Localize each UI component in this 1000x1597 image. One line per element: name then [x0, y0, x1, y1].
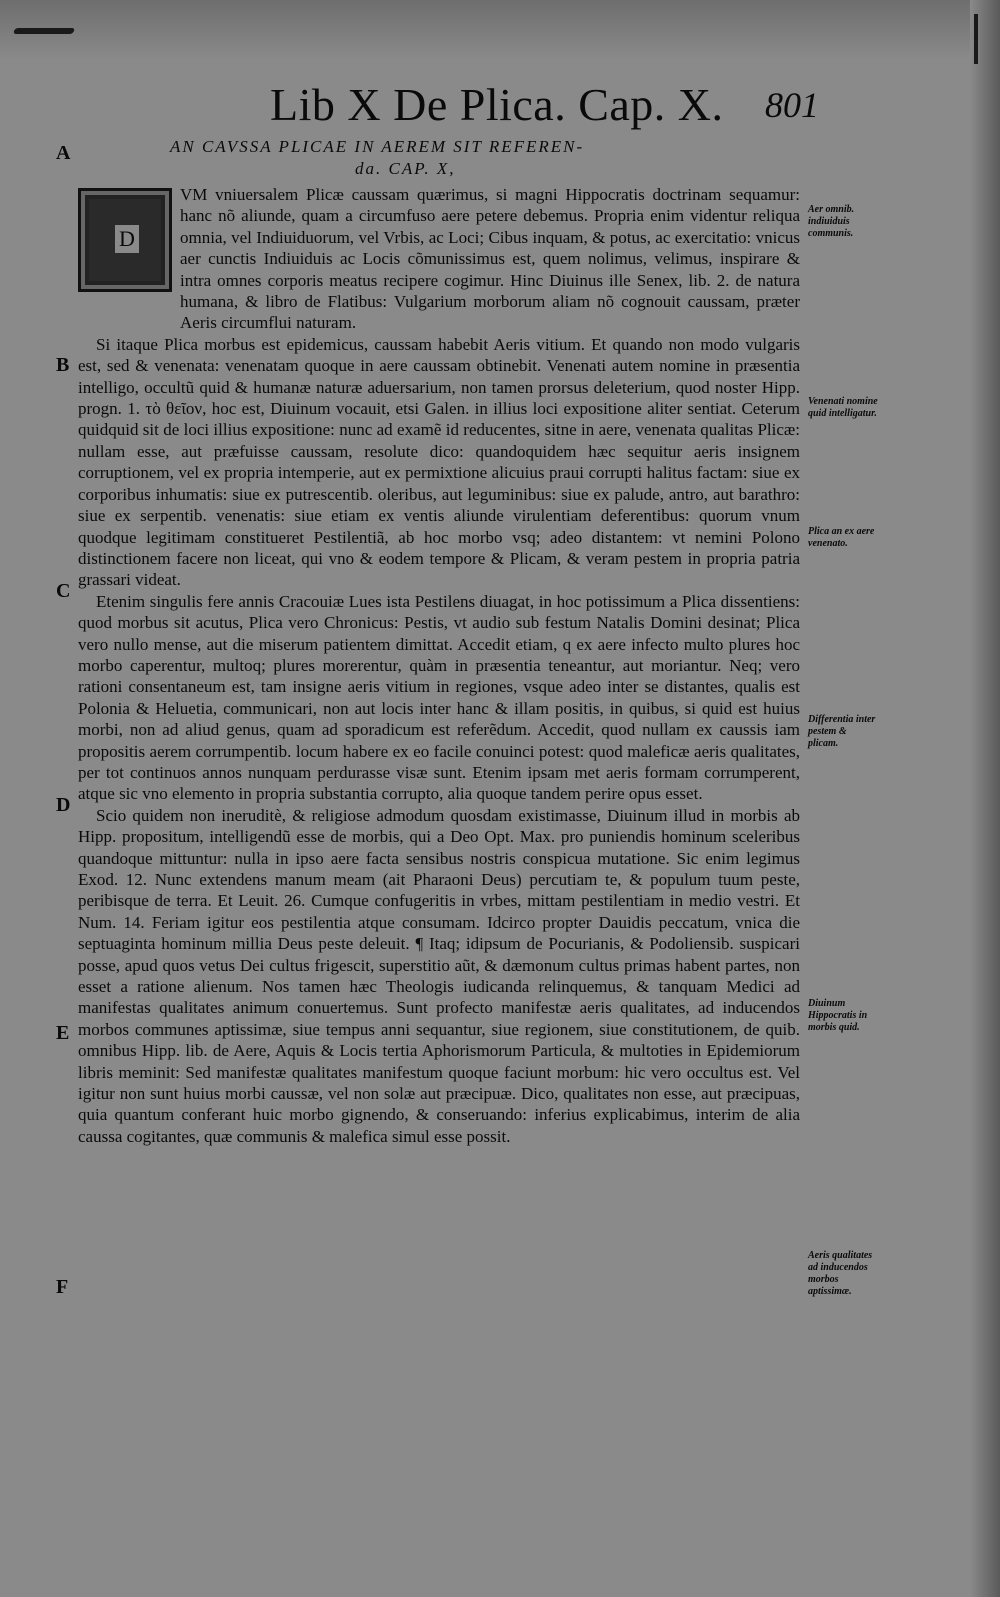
- section-letter-b: B: [56, 354, 70, 376]
- paragraph-1-lead: VM vniuersalem Plicæ caussam quærimus, si magni Hippocratis doctrinam sequamur: hanc nõ aliunde, quam a circumfuso aere petere debemus. Propria enim videntur reliqua omnia, vel Indiuiduorum, vel Vrbis, ac Loci; Cibus inquam, & potus, ac exercitatio: vnicus aer cunctis Indiuiduis ac Locis cõmunissimus est, quem nolimus, velimus, inspirare & intra omnes: [180, 185, 800, 290]
- paragraph-4: Scio quidem non ineruditè, & religiose admodum quosdam existimasse, Diuinum illud in morbis ab Hipp. propositum, intelligendũ esse de morbis, qui a Deo Opt. Max. pro puniendis hominum sceleribus quandoque mittuntur: nulla in ipso aere facta sensibus nostris conspicua mutatione. Sic enim legimus Exod. 12. Nunc extendens manum meam (ait Pharaoni Deus) percutiam te, & populum tuum peste, peribisque de terra. Et Leuit. 26. Cumque confugeritis in vrbes, mittam pestilentiam in medio vestri. Et Num. 14. Feriam igitur eos pestilentia atque consumam. Idcirco propter Dauidis peccatum, vnica die septuaginta hominum millia Deus peste deleuit. ¶ Itaq; idipsum de Pocurianis, & Podoliensib. suspicari posse, apud quos vetus Dei cultus frigescit, superstitio aũt, & dæmonum cultus primas habent partes, non esset a ratione alienum. Nos tamen hæc Theologis iudicanda relinquemus, & tanquam Medici ad manifestas qualitates animum conuertemus. Sunt profecto manifestæ aeris qualitates, ad inducendos morbos communes aptissimæ, siue tempus anni sequantur, siue regionem, siue constitutionem, de quib. omnibus Hipp. lib. de Aere, Aquis & Locis tertia Aphorismorum Particula, & multoties in Epidemiorum libris meminit: Sed manifestæ qualitates manifestum quoque faciunt morbum: hic vero occultus est. Vel igitur non sunt huius morbi caussæ, vel non solæ aut præcipuæ. Dico, qualitates non esse, aut præcipuas, quia quantum conferant huic morbo gignendo, & conseruando: inferius explicabimus, interim de alia caussa cogitantes, quæ communis & malefica simul esse possit.: [78, 805, 800, 1146]
- section-letter-a: A: [56, 142, 71, 164]
- page-number: 801: [765, 85, 819, 125]
- section-letter-e: E: [56, 1022, 70, 1044]
- section-letter-d: D: [56, 794, 71, 816]
- page-header: [270, 78, 830, 138]
- section-letter-f: F: [56, 1276, 69, 1298]
- paragraph-2: Si itaque Plica morbus est epidemicus, caussam habebit Aeris vitium. Et quando non modo vulgaris est, sed & venenata: venenatam quoque in aere caussam obtinebit. Venenati autem nomine in præsentia intelligo, occultũ quid & humanæ naturæ aduersarium, non tamen prorsus deleterium, quod noster Hipp. progn. 1. τὸ θεῖον, hoc est, Diuinum vocauit, etsi Galen. in illius loci expositione aliter sentiat. Ceterum quidquid sit de loci illius expositione: nunc ad examẽ id reducentes, sitne in aere, venenata qualitas Plicæ: nullam esse, aut præfuisse caussam, resolute dico: quandoquidem hæc sequitur aeris insignem corruptionem, vel ex propria intemperie, aut ex permixtione alicuius praui corrupti halitus factam: siue ex corporibus inhumatis: siue ex putrescentib. oleribus, aut leguminibus: siue ex palude, antro, aut barathro: siue ex serpentib. venenatis: siue etiam ex ventis aliunde virulentiam deferentibus: quorum vnum quodque legitimam constitueret Pestilentiã, ab hoc morbo vsq; adeo distantem: vt nemini Polono distinctionem facere non liceat, qui vno & eodem tempore & Plicam, & veram pestem in propria patria grassari videat.: [78, 334, 800, 590]
- paragraph-1: [78, 184, 800, 334]
- section-letter-c: C: [56, 580, 71, 602]
- margin-note-2: Venenati nomine quid intelligatur.: [808, 396, 878, 419]
- margin-note-5: Diuinum Hippocratis in morbis quid.: [808, 998, 868, 1033]
- paragraph-1-rest: corporis meatus recipere cogimur. Hinc Diuinus ille Senex, lib. 2. de natura humana, & libro de Flatibus: Vulgarium morborum aliam nõ cognouit caussam, præter Aeris circumflui naturam.: [180, 270, 801, 333]
- chapter-title-line-1: AN CAVSSA PLICAE IN AEREM SIT REFEREN-: [170, 137, 585, 156]
- margin-note-1: Aer omnib. indiuiduis communis.: [808, 204, 855, 239]
- body-text: [78, 184, 800, 1147]
- scan-right-ink-mark: [974, 14, 992, 64]
- scan-ink-mark: [13, 28, 75, 34]
- running-title: Lib X De Plica. Cap. X.: [270, 79, 724, 130]
- chapter-title-line-2: da. CAP. X,: [355, 159, 456, 178]
- margin-note-6: Aeris qualitates ad inducendos morbos aptissimæ.: [808, 1250, 873, 1297]
- chapter-title: [170, 136, 730, 180]
- paragraph-3: Etenim singulis fere annis Cracouiæ Lues ista Pestilens diuagat, in hoc potissimum a Plica dissentiens: quod morbus sit acutus, Plica vero Chronicus: Pestis, vt audio sub festum Natalis Domini desinat; Plica vero nullo mense, aut die miserum patientem dimittat. Accedit etiam, q ex aere infecto multo plures hoc morbo caperentur, multoq; plures morerentur, quàm in præsentia teneantur, aut moriantur. Neq; vero rationi consentaneum est, tam insigne aeris vitium in regiones, vsque adeo inter se distantes, qualis est Polonia & Heluetia, communicari, non aut locis inter hanc & illam positis, in quibus, si quid est huius morbi, non ad aliud genus, quam ad sporadicum est referẽdum. Accedit, quod nullam ex caussis iam propositis aerem corrumpentib. locum habere ex eo facile conuinci potest: quod maleficæ aeris qualitates, per tot continuos annos nunquam perdurasse visæ sunt. Etenim ipsam met aeris formam corrumperent, atque sic vno elemento in propria substantia corrupto, alia quoque tandem perire opus esset.: [78, 591, 800, 804]
- margin-note-3: Plica an ex aere venenato.: [808, 526, 875, 549]
- margin-note-4: Differentia inter pestem & plicam.: [808, 714, 876, 749]
- scan-right-edge: [970, 0, 1000, 1597]
- decorated-initial-letter: D: [115, 225, 139, 253]
- scan-top-edge: [0, 0, 1000, 60]
